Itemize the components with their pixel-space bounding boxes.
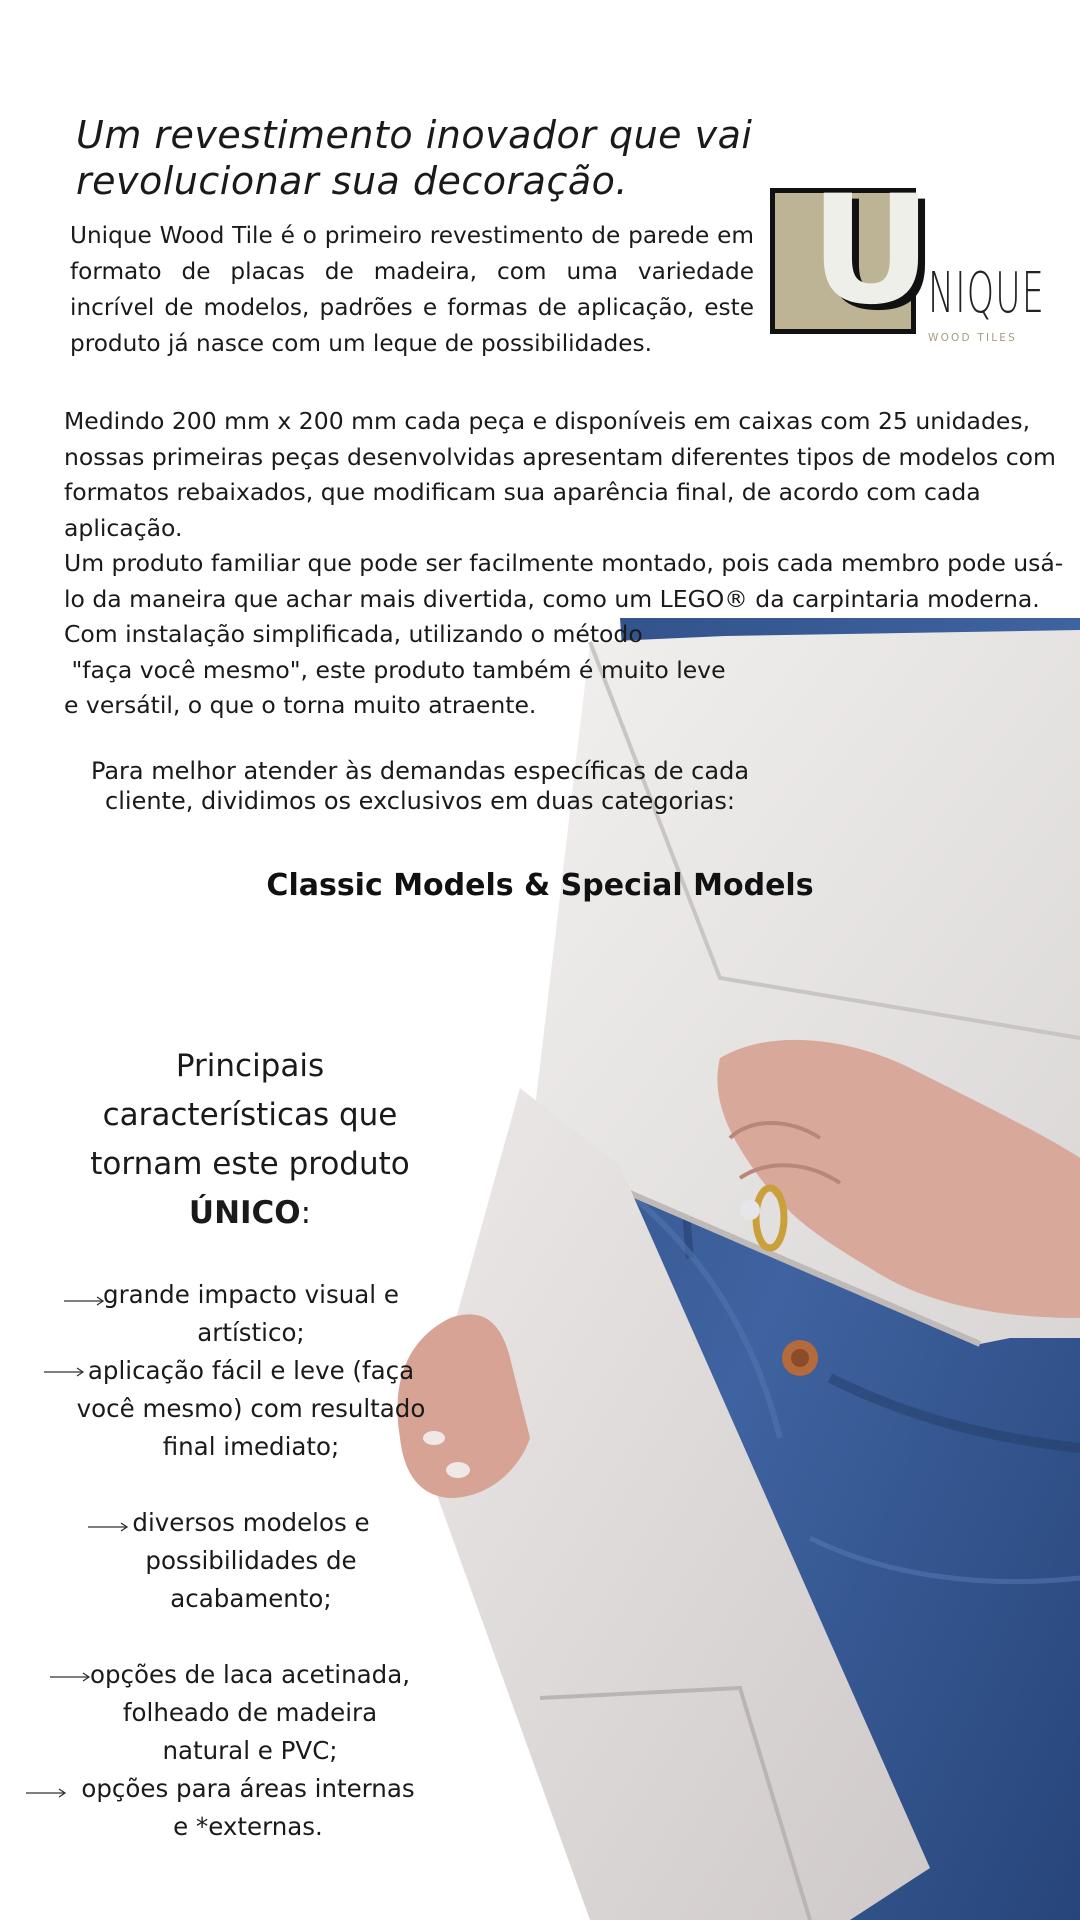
headline: Um revestimento inovador que vai revolucionar sua decoração.	[76, 113, 753, 203]
body-line: e versátil, o que o torna muito atraente.	[64, 691, 537, 719]
features-title-line: Principais	[175, 1048, 325, 1084]
body-line: aplicação.	[64, 513, 183, 542]
features-title-suffix: :	[300, 1195, 312, 1231]
models-heading: Classic Models & Special Models	[266, 868, 814, 903]
feature-item: opções para áreas internas e *externas.	[81, 1774, 415, 1841]
body-line: Com instalação simplificada, utilizando o método	[64, 620, 643, 648]
body-line: formatos rebaixados, que modificam sua aparência final, de acordo com cada	[64, 478, 981, 506]
brand-logo	[770, 164, 1046, 348]
features-title-line: tornam este produto	[90, 1146, 410, 1182]
feature-item: opções de laca acetinada, folheado de madeira natural e PVC;	[90, 1660, 410, 1765]
features-title-line-last	[40, 1189, 460, 1238]
body-line: lo da maneira que achar mais divertida, como um LEGO® da carpintaria moderna.	[64, 584, 1040, 613]
feature-item: grande impacto visual e artístico;	[103, 1280, 399, 1347]
arrow-right-icon	[26, 1788, 68, 1798]
logo-letter: U	[810, 164, 932, 338]
features-title-line: características que	[102, 1097, 398, 1133]
body-line: "faça você mesmo", este produto também é muito leve	[64, 655, 726, 684]
arrow-right-icon	[88, 1522, 130, 1532]
logo-subtitle: WOOD TILES	[928, 332, 1017, 344]
features-title-bold: ÚNICO	[188, 1195, 301, 1231]
body-paragraph	[64, 404, 1064, 724]
features-title	[40, 1042, 460, 1238]
intro-paragraph: Unique Wood Tile é o primeiro revestimento de parede em formato de placas de madeira, com uma variedade incrível de modelos, padrões e formas de aplicação, este produto já nasce com um leque de possibilidades.	[70, 222, 754, 357]
logo-text: NIQUE	[928, 261, 1046, 326]
categories-intro: Para melhor atender às demandas específicas de cada cliente, dividimos os exclusivos em duas categorias:	[90, 757, 750, 815]
body-line: Um produto familiar que pode ser facilmente montado, pois cada membro pode usá-	[64, 549, 1064, 577]
feature-item: diversos modelos e possibilidades de acabamento;	[132, 1508, 370, 1613]
feature-item: aplicação fácil e leve (faça você mesmo) com resultado final imediato;	[76, 1356, 426, 1461]
body-line: Medindo 200 mm x 200 mm cada peça e disponíveis em caixas com 25 unidades,	[64, 407, 1031, 435]
body-line: nossas primeiras peças desenvolvidas apresentam diferentes tipos de modelos com	[64, 442, 1056, 471]
